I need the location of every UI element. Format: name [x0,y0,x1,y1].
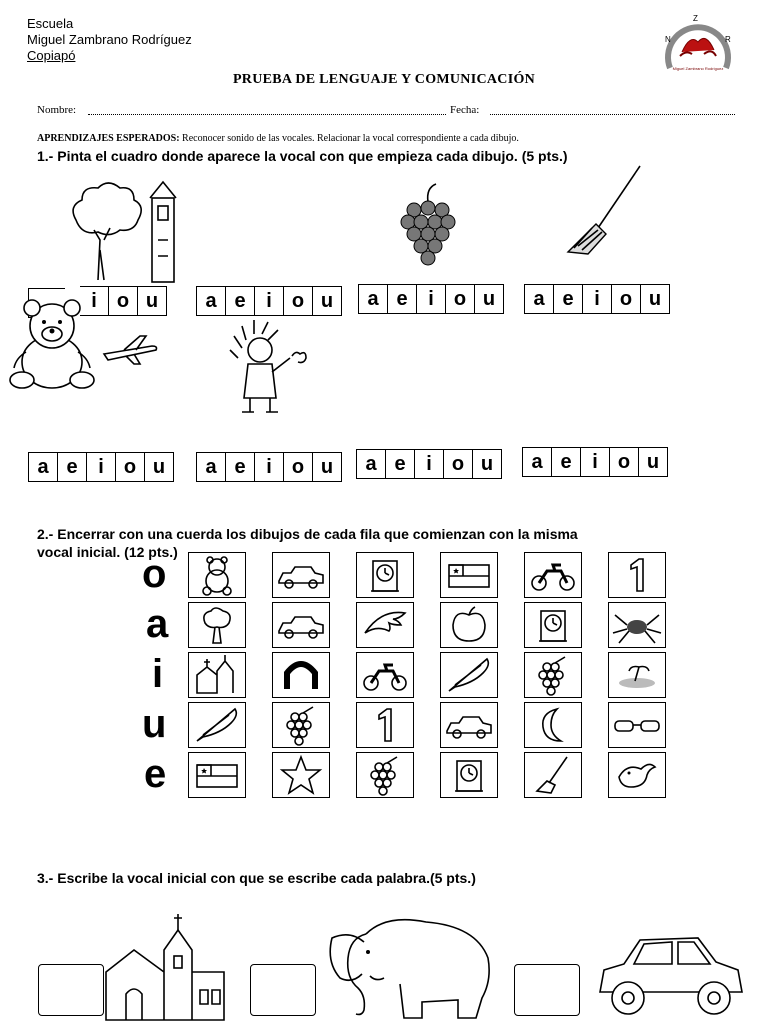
car-icon[interactable] [272,552,330,598]
section3-heading: 3.- Escribe la vocal inicial con que se escribe cada palabra.(5 pts.) [37,870,476,886]
vowel-box-5[interactable] [28,452,174,482]
vowel-option[interactable]: a [533,288,545,310]
feather-icon[interactable] [188,702,246,748]
number-one-icon[interactable] [608,552,666,598]
vowel-option[interactable]: u [137,287,166,315]
plane-picture [100,332,160,368]
vowel-option[interactable]: i [580,448,609,476]
vowel-box-7[interactable] [356,449,502,479]
car-icon[interactable] [440,702,498,748]
apple-icon[interactable] [440,602,498,648]
vowel-option[interactable]: o [115,453,144,481]
bear-icon[interactable] [188,552,246,598]
logo-caption: Miguel Zambrano Rodríguez [672,66,724,71]
vowel-option[interactable]: e [551,448,580,476]
vowel-option[interactable]: i [582,285,611,313]
vowel-option[interactable]: a [205,456,217,478]
vowel-option[interactable]: u [474,285,503,313]
number-one-icon[interactable] [356,702,414,748]
nombre-field[interactable] [88,114,446,115]
vowel-option[interactable]: o [611,285,640,313]
learning-goals-text: Reconocer sonido de las vocales. Relacionar la vocal correspondiente a cada dibujo. [179,133,519,144]
row-vowel-a: a [146,602,169,646]
vowel-box-6[interactable] [196,452,342,482]
fecha-label: Fecha: [450,104,480,116]
tree-and-tower-picture [64,180,184,284]
star-icon[interactable] [272,752,330,798]
section2-heading-line2: vocal inicial. (12 pts.) [37,544,178,560]
car-icon[interactable] [272,602,330,648]
broom-picture [562,162,652,258]
vowel-box-2[interactable] [196,286,342,316]
vowel-option[interactable]: a [37,456,49,478]
horseshoe-icon[interactable] [272,652,330,698]
vowel-option[interactable]: o [283,287,312,315]
logo-letter-n: N [665,35,671,44]
vowel-option[interactable]: i [254,287,283,315]
grapes-picture [394,180,464,270]
teacher-name: Miguel Zambrano Rodríguez [27,32,192,47]
vowel-option[interactable]: e [387,285,416,313]
vowel-option[interactable]: o [108,287,137,315]
vowel-option[interactable]: e [57,453,86,481]
vowel-option[interactable]: o [445,285,474,313]
vowel-option[interactable]: u [312,453,341,481]
section1-heading: 1.- Pinta el cuadro donde aparece la vocal con que empieza cada dibujo. (5 pts.) [37,148,568,164]
motorcycle-icon[interactable] [524,552,582,598]
row-vowel-i: i [152,652,164,696]
school-logo [662,12,734,72]
vowel-option[interactable]: o [283,453,312,481]
row-vowel-u: u [142,702,167,746]
car-picture [594,934,746,1020]
vowel-option[interactable]: e [553,285,582,313]
vowel-option[interactable]: e [225,287,254,315]
spider-icon[interactable] [608,602,666,648]
motorcycle-icon[interactable] [356,652,414,698]
tree-icon[interactable] [188,602,246,648]
vowel-option[interactable]: i [254,453,283,481]
grapes-icon[interactable] [272,702,330,748]
church-icon[interactable] [188,652,246,698]
vowel-option[interactable]: u [312,287,341,315]
logo-letter-r: R [725,35,731,44]
vowel-option[interactable]: u [638,448,667,476]
vowel-option[interactable]: u [144,453,173,481]
vowel-option[interactable]: e [385,450,414,478]
vowel-option[interactable]: o [609,448,638,476]
flag-icon[interactable] [440,552,498,598]
vowel-box-4[interactable] [524,284,670,314]
row-vowel-o: o [142,552,167,596]
broom-icon[interactable] [524,752,582,798]
bear-picture [4,296,100,392]
nombre-label: Nombre: [37,104,77,116]
grapes-icon[interactable] [356,752,414,798]
vowel-option[interactable]: u [640,285,669,313]
vowel-option[interactable]: o [443,450,472,478]
school-label: Escuela [27,16,74,31]
vowel-option[interactable]: i [86,453,115,481]
answer-box-elephant[interactable] [250,964,316,1016]
glasses-icon[interactable] [608,702,666,748]
logo-letter-z: Z [693,14,698,23]
row-vowel-e: e [144,752,167,796]
vowel-option[interactable]: a [367,288,379,310]
learning-goals [37,133,519,144]
feather-icon[interactable] [440,652,498,698]
section2-heading-line1: 2.- Encerrar con una cuerda los dibujos de cada fila que comienzan con la misma [37,526,578,542]
church-picture [104,910,226,1022]
city-label: Copiapó [27,48,76,63]
elephant-picture [326,914,496,1022]
vowel-option[interactable]: i [414,450,443,478]
bird-icon[interactable] [608,752,666,798]
vowel-option[interactable]: a [531,451,543,473]
indian-picture [228,318,312,418]
vowel-box-3[interactable] [358,284,504,314]
answer-box-church[interactable] [38,964,104,1016]
island-icon[interactable] [608,652,666,698]
vowel-box-8[interactable] [522,447,668,477]
vowel-option[interactable]: i [91,290,97,312]
wing-icon[interactable] [356,602,414,648]
clock-icon[interactable] [524,602,582,648]
learning-goals-label: APRENDIZAJES ESPERADOS: [37,133,180,144]
moon-icon[interactable] [524,702,582,748]
vowel-option[interactable]: u [472,450,501,478]
grapes-icon[interactable] [524,652,582,698]
answer-box-car[interactable] [514,964,580,1016]
vowel-option[interactable]: a [205,290,217,312]
fecha-field[interactable] [490,114,735,115]
vowel-option[interactable]: i [416,285,445,313]
vowel-option[interactable]: e [225,453,254,481]
vowel-option[interactable]: a [365,453,377,475]
clock-icon[interactable] [440,752,498,798]
page-title: PRUEBA DE LENGUAJE Y COMUNICACIÓN [232,72,536,87]
flag-icon[interactable] [188,752,246,798]
clock-icon[interactable] [356,552,414,598]
